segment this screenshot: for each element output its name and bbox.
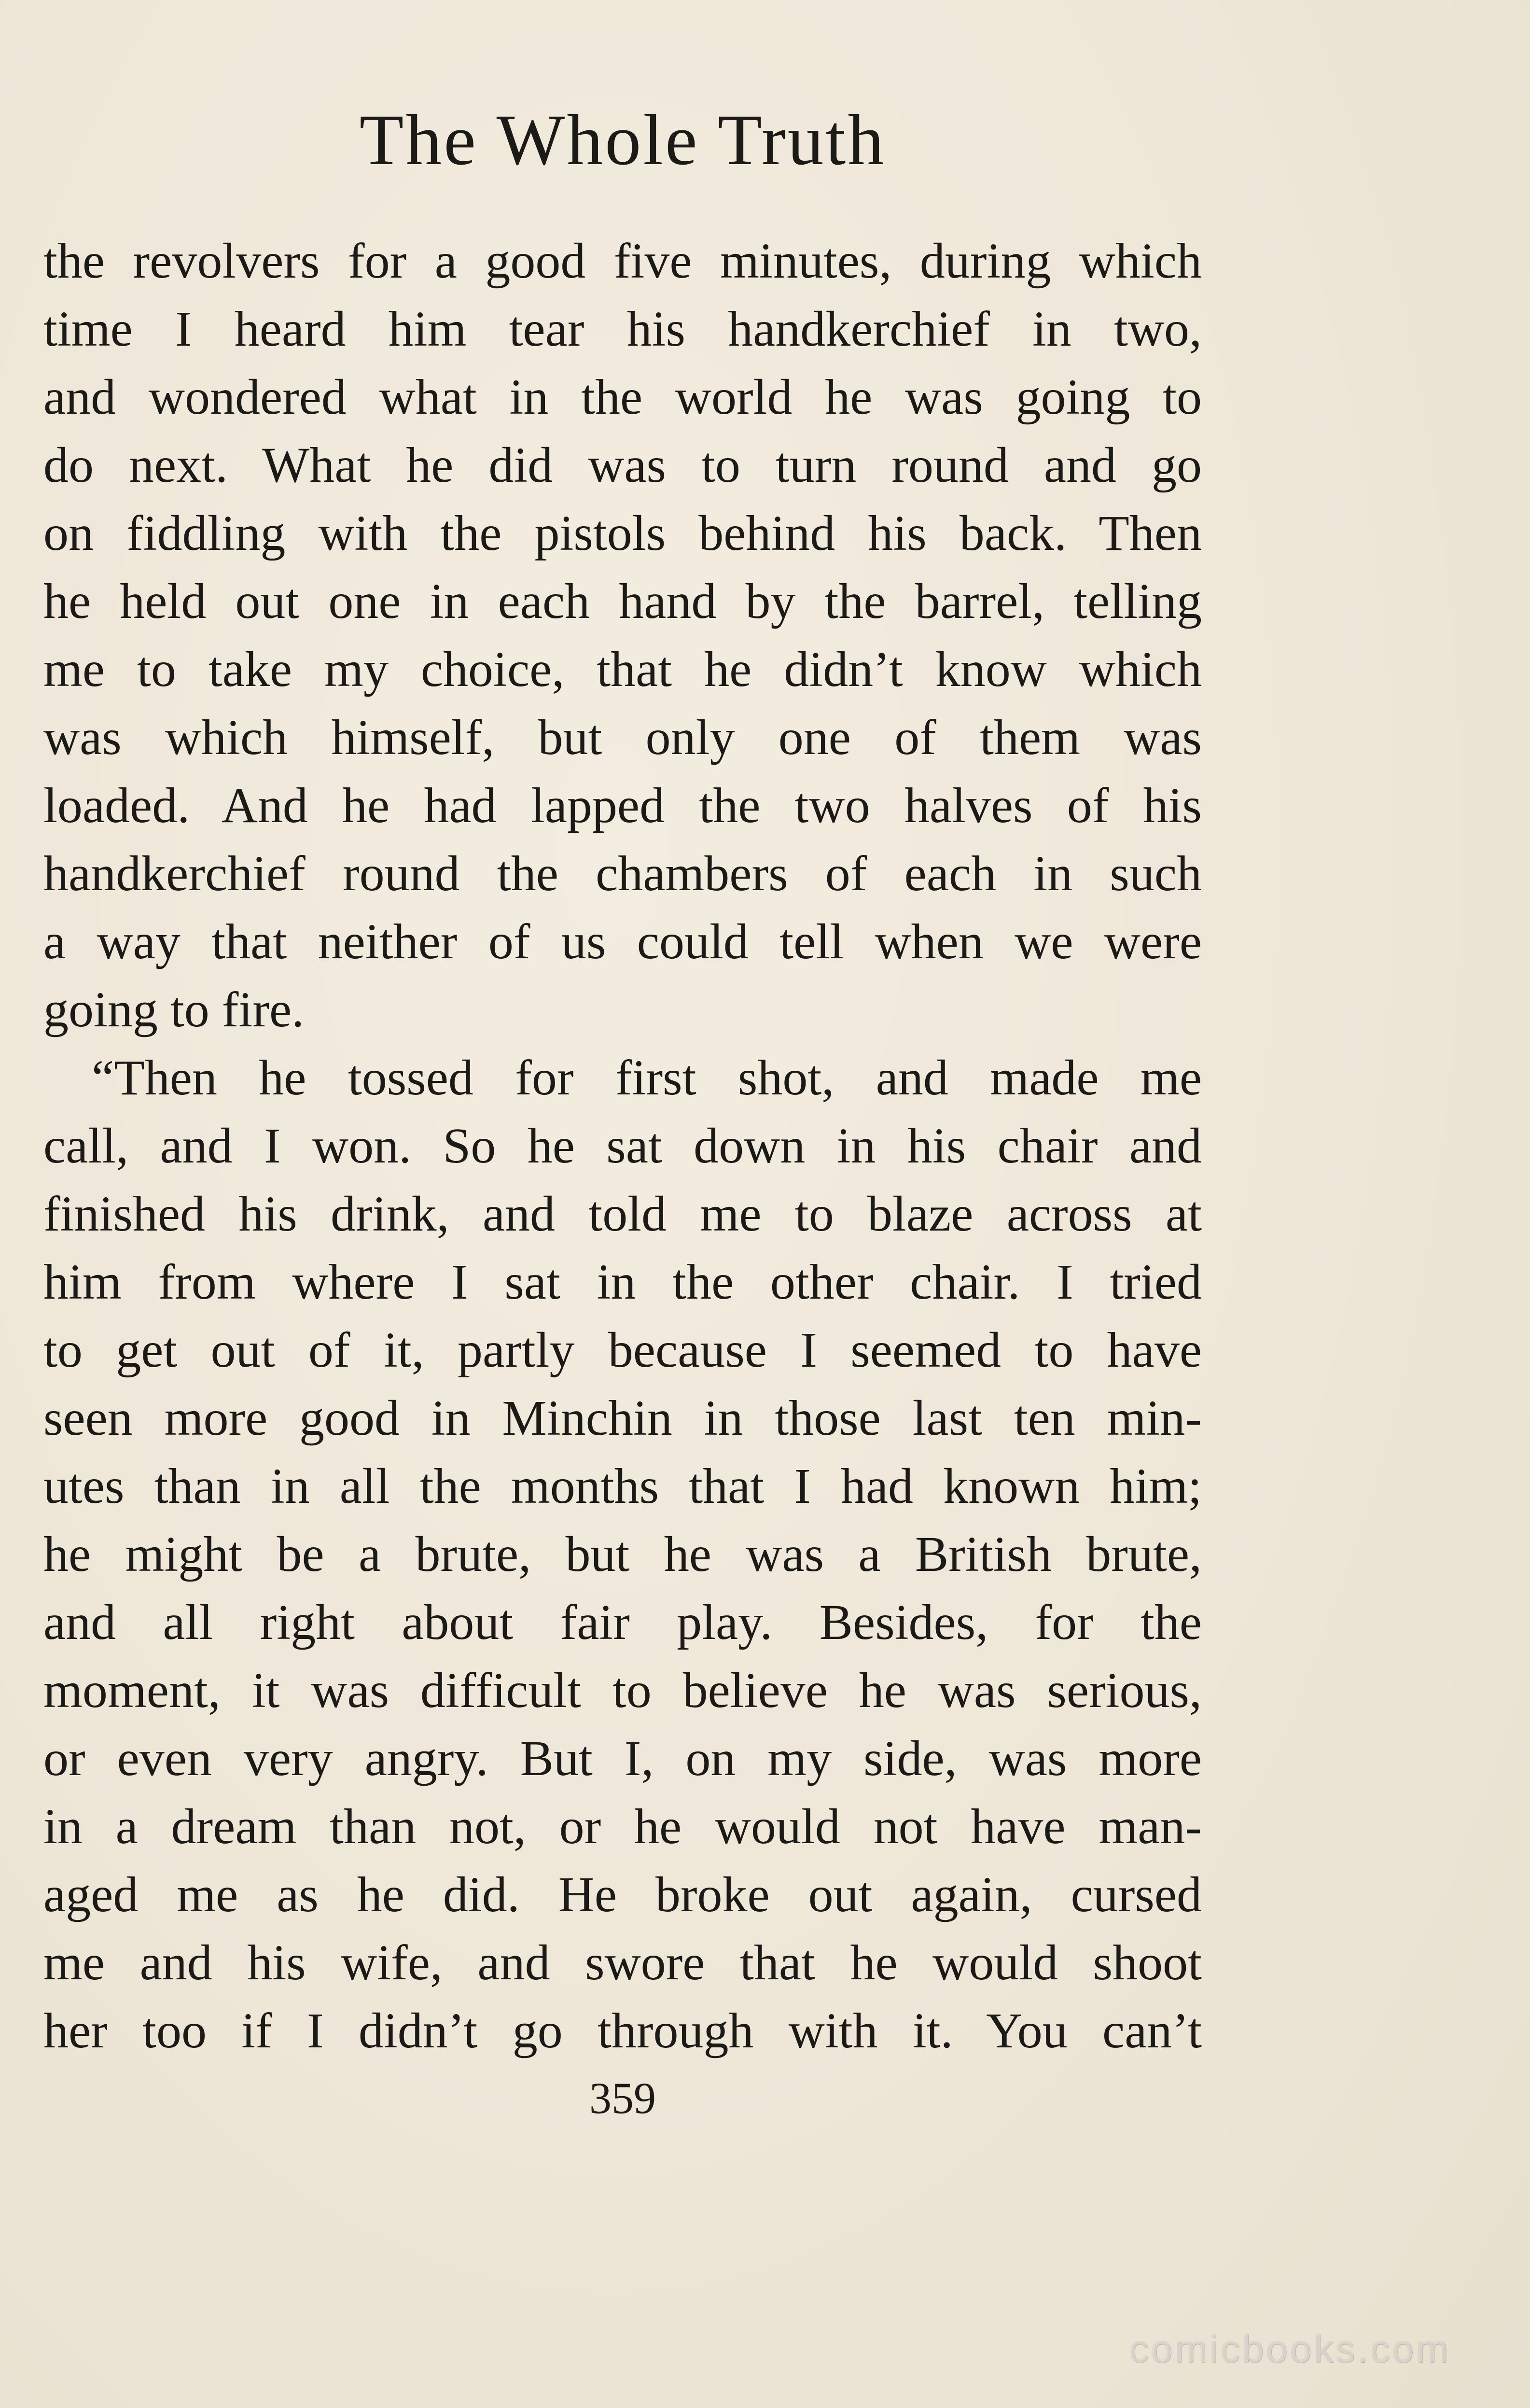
text-line: on fiddling with the pistols behind his back. Then [43, 505, 1202, 561]
text-line: was which himself, but only one of them was [43, 710, 1202, 765]
text-line: loaded. And he had lapped the two halves of his [43, 778, 1202, 833]
text-line: he might be a brute, but he was a British brute, [43, 1526, 1202, 1582]
text-line: handkerchief round the chambers of each in such [43, 846, 1202, 901]
text-line: the revolvers for a good five minutes, during which [43, 233, 1202, 289]
watermark: comicbooks.com [1129, 2327, 1451, 2370]
text-line: moment, it was difficult to believe he was serious, [43, 1663, 1202, 1718]
running-head: The Whole Truth [359, 100, 886, 180]
text-line: “Then he tossed for first shot, and made me [92, 1050, 1202, 1106]
text-line: me and his wife, and swore that he would shoot [43, 1935, 1202, 1990]
text-line: in a dream than not, or he would not have man- [43, 1799, 1202, 1854]
body-text [43, 227, 1202, 2065]
text-line: aged me as he did. He broke out again, cursed [43, 1867, 1202, 1922]
text-line: and wondered what in the world he was going to [43, 369, 1202, 425]
text-line: seen more good in Minchin in those last ten min- [43, 1390, 1202, 1446]
text-line: to get out of it, partly because I seemed to have [43, 1322, 1202, 1378]
text-line: and all right about fair play. Besides, for the [43, 1595, 1202, 1650]
text-line: utes than in all the months that I had known him; [43, 1458, 1202, 1514]
text-line: call, and I won. So he sat down in his chair and [43, 1118, 1202, 1174]
text-line: going to fire. [43, 982, 305, 1037]
text-line: finished his drink, and told me to blaze across at [43, 1186, 1202, 1242]
page-number: 359 [589, 2073, 656, 2123]
text-line: time I heard him tear his handkerchief in two, [43, 301, 1202, 357]
text-line: do next. What he did was to turn round and go [43, 437, 1202, 493]
text-line: him from where I sat in the other chair. I tried [43, 1254, 1202, 1310]
paragraph [43, 227, 1202, 1044]
paragraph [43, 1044, 1202, 2065]
text-line: me to take my choice, that he didn’t know which [43, 642, 1202, 697]
text-line: a way that neither of us could tell when we were [43, 914, 1202, 969]
text-line: he held out one in each hand by the barrel, telling [43, 574, 1202, 629]
text-line: or even very angry. But I, on my side, was more [43, 1731, 1202, 1786]
text-line: her too if I didn’t go through with it. You can’t [43, 2003, 1202, 2058]
